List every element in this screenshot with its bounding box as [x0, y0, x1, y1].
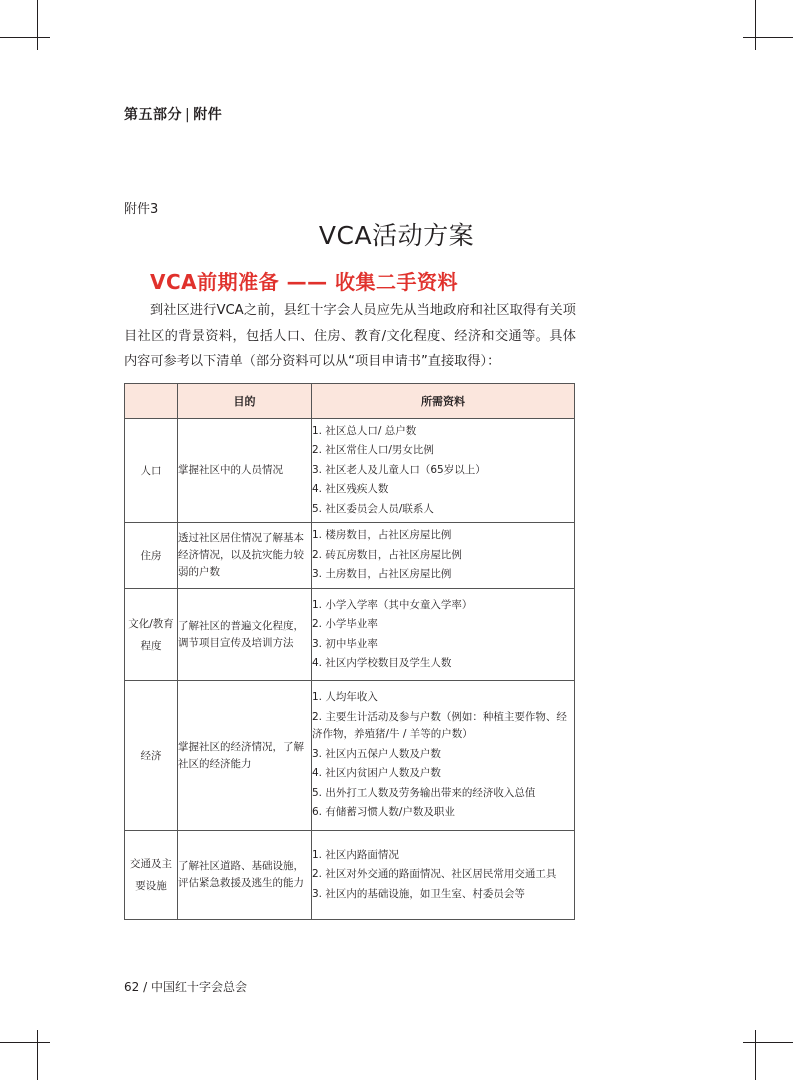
header-subsection: 附件 [193, 107, 223, 123]
row-requirements [312, 523, 575, 589]
list-item: 5. 出外打工人数及劳务输出带来的经济收入总值 [312, 786, 536, 799]
row-purpose: 掌握社区中的人员情况 [178, 419, 312, 523]
table-row [125, 831, 575, 920]
crop-mark [755, 0, 756, 50]
list-item: 4. 社区内贫困户人数及户数 [312, 767, 441, 780]
list-item: 4. 社区残疾人数 [312, 483, 389, 496]
list-item: 3. 社区老人及儿童人口（65岁以上） [312, 463, 486, 476]
list-item: 3. 土房数目，占社区房屋比例 [312, 568, 452, 581]
row-requirements [312, 831, 575, 920]
row-purpose: 了解社区道路、基础设施，评估紧急救援及逃生的能力 [178, 831, 312, 920]
document-title: VCA活动方案 [318, 221, 475, 250]
header-category [125, 384, 178, 419]
list-item: 2. 砖瓦房数目，占社区房屋比例 [312, 548, 462, 561]
requirements-list [312, 689, 574, 822]
table-row [125, 589, 575, 681]
row-purpose: 掌握社区的经济情况，了解社区的经济能力 [178, 681, 312, 831]
crop-mark [0, 1042, 50, 1043]
appendix-label: 附件3 [124, 202, 159, 217]
row-requirements [312, 419, 575, 523]
header-purpose: 目的 [178, 384, 312, 419]
list-item: 5. 社区委员会人员/联系人 [312, 502, 434, 515]
header-requirements: 所需资料 [312, 384, 575, 419]
requirements-list [312, 423, 574, 519]
row-category: 文化/教育程度 [125, 589, 178, 681]
list-item: 3. 社区内的基础设施，如卫生室、村委员会等 [312, 887, 525, 900]
table-header-row [125, 384, 575, 419]
list-item: 3. 初中毕业率 [312, 637, 378, 650]
list-item: 1. 社区内路面情况 [312, 848, 399, 861]
intro-paragraph: 到社区进行VCA之前，县红十字会人员应先从当地政府和社区取得有关项目社区的背景资料，包括人口、住房、教育/文化程度、经济和交通等。具体内容可参考以下清单（部分资料可以从“项目申请书”直接取得）： [124, 303, 576, 369]
row-category: 交通及主要设施 [125, 831, 178, 920]
row-category: 经济 [125, 681, 178, 831]
list-item: 1. 社区总人口/ 总户数 [312, 424, 417, 437]
row-purpose: 了解社区的普遍文化程度，调节项目宣传及培训方法 [178, 589, 312, 681]
list-item: 3. 社区内五保户人数及户数 [312, 747, 441, 760]
crop-mark [0, 37, 50, 38]
row-category: 住房 [125, 523, 178, 589]
table-row [125, 419, 575, 523]
row-requirements [312, 589, 575, 681]
running-header [124, 104, 222, 124]
crop-mark [755, 1030, 756, 1080]
list-item: 1. 楼房数目，占社区房屋比例 [312, 529, 452, 542]
row-purpose: 透过社区居住情况了解基本经济情况，以及抗灾能力较弱的户数 [178, 523, 312, 589]
row-requirements [312, 681, 575, 831]
list-item: 1. 小学入学率（其中女童入学率） [312, 598, 473, 611]
list-item: 4. 社区内学校数目及学生人数 [312, 657, 452, 669]
intro-text [124, 298, 576, 375]
section-title: VCA前期准备 —— 收集二手资料 [150, 270, 459, 294]
requirements-list [312, 527, 574, 584]
crop-mark [37, 0, 38, 50]
list-item: 2. 小学毕业率 [312, 618, 378, 630]
crop-mark [743, 1042, 793, 1043]
page-footer: 62 / 中国红十字会总会 [124, 980, 247, 994]
list-item: 2. 主要生计活动及参与户数（例如：种植主要作物、经济作物，养殖猪/牛 / 羊等的户数） [312, 710, 567, 741]
vca-data-table [124, 383, 575, 920]
header-section: 第五部分 [124, 107, 182, 123]
table-row [125, 523, 575, 589]
row-category: 人口 [125, 419, 178, 523]
list-item: 2. 社区对外交通的路面情况、社区居民常用交通工具 [312, 868, 557, 881]
requirements-list [312, 597, 574, 673]
table-row [125, 681, 575, 831]
list-item: 2. 社区常住人口/男女比例 [312, 444, 434, 457]
header-separator: | [185, 107, 191, 123]
requirements-list [312, 847, 574, 904]
list-item: 6. 有储蓄习惯人数/户数及职业 [312, 806, 455, 819]
crop-mark [743, 37, 793, 38]
crop-mark [37, 1030, 38, 1080]
list-item: 1. 人均年收入 [312, 691, 378, 704]
